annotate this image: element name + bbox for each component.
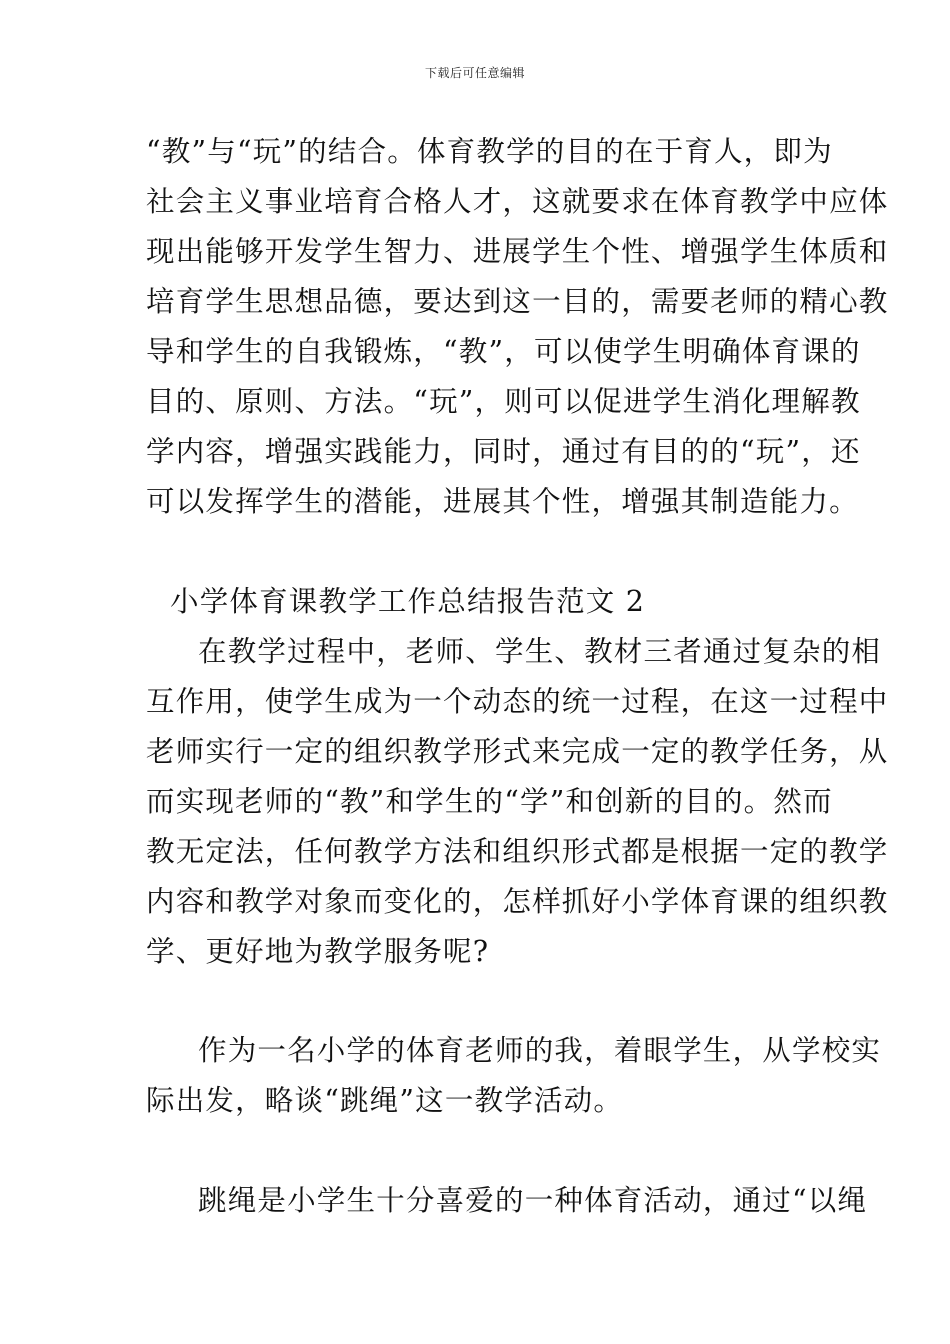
paragraph-line: 在教学过程中，老师、学生、教材三者通过复杂的相 [198, 635, 882, 668]
paragraph-line: 培育学生思想品德，要达到这一目的，需要老师的精心教 [146, 285, 889, 318]
paragraph-line: 学、更好地为教学服务呢? [146, 935, 490, 968]
paragraph-line: 互作用，使学生成为一个动态的统一过程，在这一过程中 [146, 685, 889, 718]
paragraph-line: 而实现老师的“教”和学生的“学”和创新的目的。然而 [146, 785, 833, 818]
section-title: 小学体育课教学工作总结报告范文 2 [170, 585, 646, 618]
paragraph-line: 现出能够开发学生智力、进展学生个性、增强学生体质和 [146, 235, 889, 268]
paragraph-line: 内容和教学对象而变化的，怎样抓好小学体育课的组织教 [146, 885, 889, 918]
paragraph-line: 老师实行一定的组织教学形式来完成一定的教学任务，从 [146, 735, 889, 768]
paragraph-line: 导和学生的自我锻炼，“教”，可以使学生明确体育课的 [146, 335, 861, 368]
paragraph-line: “教”与“玩”的结合。体育教学的目的在于育人，即为 [146, 135, 833, 168]
paragraph-line: 际出发，略谈“跳绳”这一教学活动。 [146, 1084, 624, 1117]
paragraph-line: 社会主义事业培育合格人才，这就要求在体育教学中应体 [146, 185, 889, 218]
paragraph-line: 跳绳是小学生十分喜爱的一种体育活动，通过“以绳 [198, 1184, 868, 1217]
paragraph-line: 教无定法，任何教学方法和组织形式都是根据一定的教学 [146, 835, 889, 868]
paragraph-line: 学内容，增强实践能力，同时，通过有目的的“玩”，还 [146, 435, 861, 468]
paragraph-line: 作为一名小学的体育老师的我，着眼学生，从学校实 [198, 1034, 882, 1067]
header-note: 下载后可任意编辑 [424, 66, 525, 80]
paragraph-line: 可以发挥学生的潜能，进展其个性，增强其制造能力。 [146, 485, 859, 518]
paragraph-line: 目的、原则、方法。“玩”，则可以促进学生消化理解教 [146, 385, 861, 418]
